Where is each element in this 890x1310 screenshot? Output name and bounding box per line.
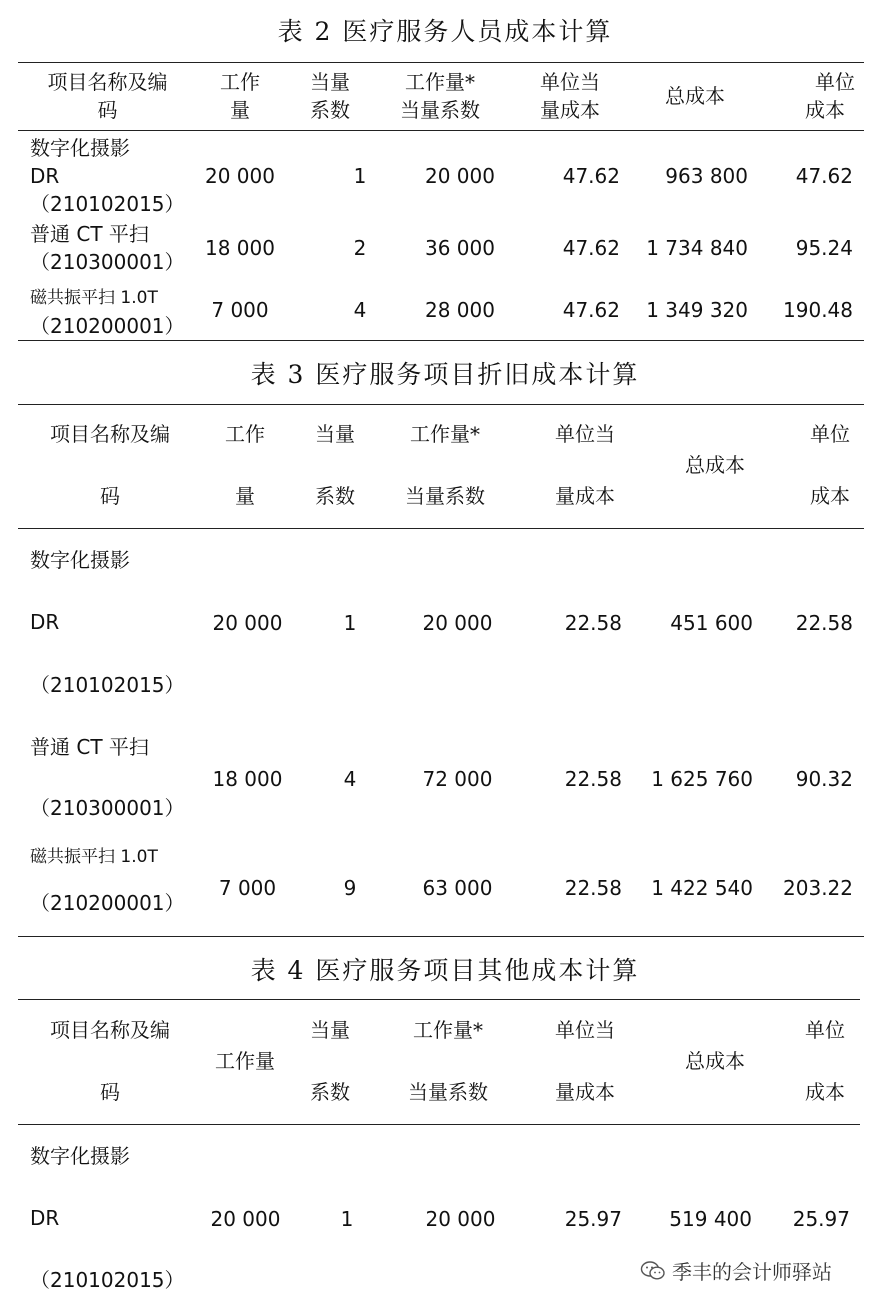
table4-header-unit-eq-1: 单位当: [555, 1018, 615, 1042]
table4-row1-unit-eq: 25.97: [564, 1207, 622, 1231]
table3-row1-wxc: 20 000: [422, 611, 493, 635]
table4-row1-coef: 1: [340, 1207, 354, 1231]
table2-top-rule: [18, 62, 864, 63]
table3-row3-workload: 7 000: [218, 876, 277, 900]
table4-header-unit-eq-2: 量成本: [555, 1080, 615, 1104]
table3-header-name-2: 码: [100, 484, 120, 508]
table3-row1-unit-eq: 22.58: [564, 611, 622, 635]
table3-row3-unit-eq: 22.58: [564, 876, 622, 900]
table2-row2-coef: 2: [353, 236, 367, 260]
table4-header-total: 总成本: [685, 1049, 745, 1073]
table3-row1-coef: 1: [343, 611, 357, 635]
table2-row1-total: 963 800: [665, 164, 748, 188]
table2-bottom-rule: [18, 340, 864, 341]
table2-row2-name: [30, 220, 185, 276]
table3-row1-unit: 22.58: [795, 611, 853, 635]
table4-header-workload: 工作量: [215, 1049, 275, 1073]
table3-row3-wxc: 63 000: [422, 876, 493, 900]
table3-header-coef-1: 当量: [315, 422, 355, 446]
table4-row1-workload: 20 000: [210, 1207, 281, 1231]
table4-title: 表 4 医疗服务项目其他成本计算: [250, 956, 640, 985]
header-text: 工作: [220, 70, 260, 94]
table2-row1-unit: 47.62: [795, 164, 853, 188]
table3-header-unit-2: 成本: [810, 484, 850, 508]
header-text: 单位当: [540, 70, 600, 94]
header-text: 当量系数: [400, 98, 480, 122]
table3-row3-coef: 9: [343, 876, 357, 900]
table3-row3-name-1: 磁共振平扫 1.0T: [30, 847, 158, 867]
header-text: 项目名称及编: [47, 70, 168, 94]
table3-row2-coef: 4: [343, 767, 357, 791]
table4-header-name-2: 码: [100, 1080, 120, 1104]
table3-row1-name-1: 数字化摄影: [30, 548, 130, 572]
table4-header-wxc-1: 工作量*: [413, 1018, 483, 1042]
cell-text: 数字化摄影: [30, 136, 130, 160]
table4-header-coef-2: 系数: [310, 1080, 350, 1104]
header-text: 量: [230, 98, 250, 122]
table2-row3-unit-eq: 47.62: [562, 298, 620, 322]
table2-row3-name: [30, 284, 185, 340]
table3-header-unit-1: 单位: [810, 422, 850, 446]
table2-header-coef: [290, 68, 370, 124]
table3-row3-total: 1 422 540: [651, 876, 753, 900]
wechat-icon: [640, 1260, 666, 1282]
cell-text: DR: [30, 164, 60, 188]
table3-header-name-1: 项目名称及编: [50, 422, 170, 446]
table2-header-unit: [775, 68, 855, 124]
header-text: 工作量*: [405, 70, 475, 94]
table2-row2-unit: 95.24: [795, 236, 853, 260]
table3-header-rule: [18, 528, 864, 529]
table4-row1-wxc: 20 000: [425, 1207, 496, 1231]
table3-header-unit-eq-2: 量成本: [555, 484, 615, 508]
table3-row1-total: 451 600: [670, 611, 753, 635]
cell-text: 普通 CT 平扫: [30, 222, 149, 246]
table2-row1-wxc: 20 000: [425, 164, 495, 188]
header-text: 成本: [805, 98, 845, 122]
table2-row1-unit-eq: 47.62: [562, 164, 620, 188]
table2-row1-coef: 1: [353, 164, 367, 188]
watermark-text: 季丰的会计师驿站: [672, 1260, 832, 1284]
table2-row1-name: [30, 134, 185, 218]
table2-row3-total: 1 349 320: [646, 298, 748, 322]
table3-bottom-rule: [18, 936, 864, 937]
table3-top-rule: [18, 404, 864, 405]
table2-header-unit-eq: [515, 68, 625, 124]
table4-row1-unit: 25.97: [792, 1207, 850, 1231]
table3-row1-code: （210102015）: [30, 673, 185, 697]
table2-row3-unit: 190.48: [783, 298, 853, 322]
table3-title: 表 3 医疗服务项目折旧成本计算: [250, 360, 640, 389]
table2-header-wxc: [375, 68, 505, 124]
table3-row2-wxc: 72 000: [422, 767, 493, 791]
table2-header-name: [20, 68, 195, 124]
table3-row1-name-2: DR: [30, 610, 60, 634]
table3-header-unit-eq-1: 单位当: [555, 422, 615, 446]
table2-title: 表 2 医疗服务人员成本计算: [277, 17, 613, 46]
header-text: 系数: [310, 98, 350, 122]
table2-row2-total: 1 734 840: [646, 236, 748, 260]
table4-header-unit-2: 成本: [805, 1080, 845, 1104]
table2-row2-unit-eq: 47.62: [562, 236, 620, 260]
table3-row2-code: （210300001）: [30, 796, 185, 820]
table3-header-total: 总成本: [685, 453, 745, 477]
table2-header-total: 总成本: [665, 84, 725, 108]
table2-row3-coef: 4: [353, 298, 367, 322]
table4-row1-name-1: 数字化摄影: [30, 1144, 130, 1168]
table3-header-workload-1: 工作: [225, 422, 265, 446]
table4-header-rule: [18, 1124, 860, 1125]
table3-header-workload-2: 量: [235, 484, 255, 508]
table4-top-rule: [18, 999, 860, 1000]
cell-text: （210200001）: [30, 314, 185, 338]
header-text: 单位: [815, 70, 855, 94]
table3-header-wxc-2: 当量系数: [405, 484, 485, 508]
table3-row2-total: 1 625 760: [651, 767, 753, 791]
table3-header-coef-2: 系数: [315, 484, 355, 508]
cell-text: 磁共振平扫 1.0T: [30, 288, 158, 308]
table4-row1-code: （210102015）: [30, 1268, 185, 1292]
table4-header-name-1: 项目名称及编: [50, 1018, 170, 1042]
header-text: 码: [97, 98, 118, 122]
table3-row2-unit-eq: 22.58: [564, 767, 622, 791]
table4-header-unit-1: 单位: [805, 1018, 845, 1042]
table3-row2-workload: 18 000: [212, 767, 283, 791]
table4-header-wxc-2: 当量系数: [408, 1080, 488, 1104]
table2-row2-wxc: 36 000: [425, 236, 495, 260]
table3-header-wxc-1: 工作量*: [410, 422, 480, 446]
table4-row1-total: 519 400: [669, 1207, 752, 1231]
table3-row2-name-1: 普通 CT 平扫: [30, 735, 149, 759]
watermark: [640, 1256, 832, 1285]
cell-text: （210102015）: [30, 192, 185, 216]
table2-row3-wxc: 28 000: [425, 298, 495, 322]
table4-header-coef-1: 当量: [310, 1018, 350, 1042]
table4-row1-name-2: DR: [30, 1206, 60, 1230]
header-text: 量成本: [540, 98, 600, 122]
table3-row1-workload: 20 000: [212, 611, 283, 635]
table2-row3-workload: 7 000: [211, 298, 269, 322]
table2-header-workload: [195, 68, 285, 124]
table2-row2-workload: 18 000: [205, 236, 275, 260]
table3-row3-unit: 203.22: [783, 876, 853, 900]
header-text: 当量: [310, 70, 350, 94]
table2-row1-workload: 20 000: [205, 164, 275, 188]
table3-row2-unit: 90.32: [795, 767, 853, 791]
table2-header-rule: [18, 130, 864, 131]
cell-text: （210300001）: [30, 250, 185, 274]
table3-row3-code: （210200001）: [30, 891, 185, 915]
